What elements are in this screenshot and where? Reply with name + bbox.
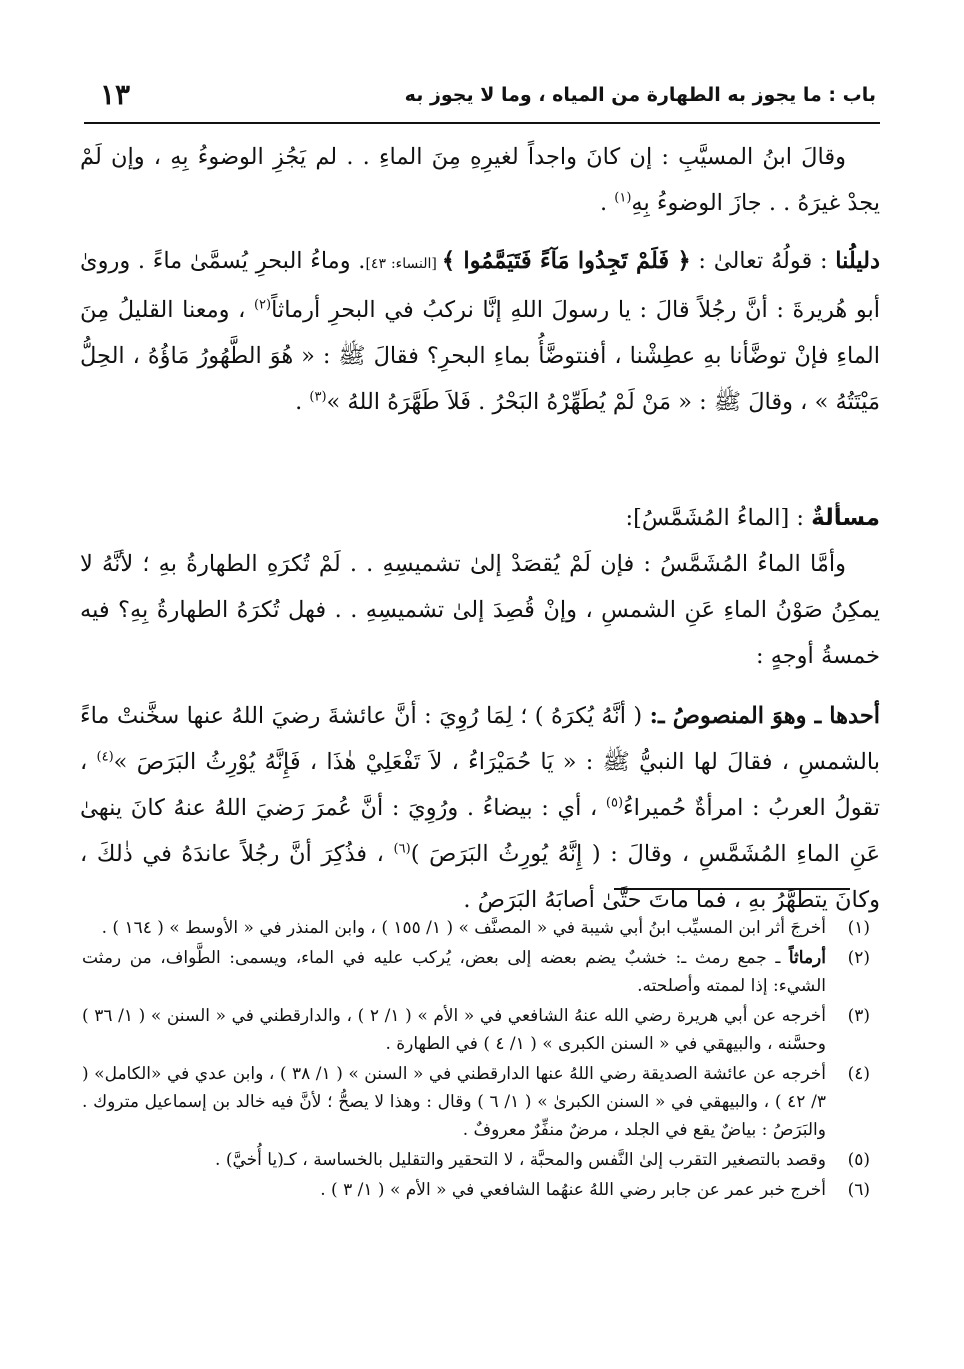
arab-saying: ، تقولُ العربُ : امرأةٌ حُميراءُ — [80, 749, 880, 821]
footnote-number: (١) — [847, 918, 870, 938]
footnote-ref-6: (٦) — [393, 841, 411, 857]
heading-text: : [الماءُ المُشَمَّسُ]: — [625, 505, 804, 531]
paragraph-text: وأمَّا الماءُ المُشَمَّسُ : فإن لَمْ يُقصَدْ إلىٰ تشميسِهِ . . لَمْ تُكرَهِ الطهارةُ بهِ ؛ لأنَّهُ لا يمكِنُ صَوْنُ الماءِ عَنِ الشمسِ ، وإنْ قُصِدَ إلىٰ تشميسِهِ . . فهل تُكرَهُ الطهارةُ بِهِ؟ فيه خمسةُ أوجهٍ : — [80, 551, 880, 669]
first-view-label: أحدها ـ وهوَ المنصوصُ ـ: — [649, 703, 881, 729]
section-heading — [80, 495, 880, 541]
footnote-ref-2: (٢) — [253, 297, 272, 313]
footnote-5 — [82, 1146, 870, 1174]
hadith-text: ، ومعنا القليلُ مِنَ الماءِ فإنْ توضَّأنا بهِ عطِشْنا ، أفنتوضَّأُ بماءِ البحرِ؟ فقالَ ﷺ : « هُوَ الطَّهُورُ مَاؤُهُ ، الحِلُّ مَيْتَتُهُ » ، وقالَ ﷺ : « مَنْ لَمْ يُطَهِّرْهُ البَحْرُ . فَلاَ طَهَّرَهُ اللهُ » — [80, 297, 880, 415]
footnote-text: أخرجَ أثر ابن المسيِّب ابنُ أبي شيبة في « المصنَّف » ( ١/ ١٥٥ ) ، وابن المنذر في « الأوسط » ( ١٦٤ ) . — [101, 918, 826, 938]
quran-citation: [النساء: ٤٣] — [365, 256, 442, 272]
page-header — [88, 78, 876, 122]
footnote-text: وقصد بالتصغير التقرب إلىٰ النَّفس والمحبَّة ، لا التحقير والتقليل بالخساسة ، كـ(يا أُخيَّ) . — [215, 1150, 826, 1170]
footnote-ref-3: (٣) — [309, 389, 327, 405]
footnote-6 — [82, 1176, 870, 1204]
page-number: ١٣ — [100, 78, 131, 111]
header-divider — [84, 122, 880, 124]
footnote-divider — [614, 888, 850, 890]
running-title: باب : ما يجوز به الطهارة من المياه ، وما لا يجوز به — [404, 84, 876, 106]
closing-text: ، فذُكِرَ أنَّ رجُلاً عاندَهُ في ذٰلكَ ، وكانَ يتطهَّرُ بهِ ، فما ماتَ حتَّىٰ أصابَهُ البَرَصُ . — [80, 841, 880, 913]
quran-verse: ﴿ فَلَمْ تَجِدُوا مَآءً فَتَيَمَّمُوا ﴾ — [441, 248, 691, 274]
paragraph-end: . — [599, 190, 615, 216]
footnote-ref-4: (٤) — [96, 749, 114, 765]
footnote-number: (٢) — [847, 948, 870, 968]
footnote-term: أرماثاً — [788, 948, 826, 968]
footnote-4 — [82, 1060, 870, 1144]
footnote-number: (٥) — [847, 1150, 870, 1170]
footnote-2 — [82, 944, 870, 1000]
paragraph-end: . — [295, 389, 310, 415]
footnote-1 — [82, 914, 870, 942]
footnote-text: أخرجه عن عائشة الصديقة رضي اللهُ عنها الدارقطني في « السنن » ( ١/ ٣٨ ) ، وابن عدي في «الكامل» ( ٣/ ٤٢ ) ، والبيهقي في « السنن الكبرىٰ » ( ١/ ٦ ) وقال : وهذا لا يصحُّ ؛ لأنَّ فيه خالد بن إسماعيل متروك . والبَرَصُ : بياضٌ يقع في الجلد ، مرضٌ منفِّرٌ معروفٌ . — [82, 1064, 826, 1140]
footnote-number: (٤) — [847, 1064, 870, 1084]
evidence-text: . وماءُ البحرِ يُسمَّىٰ ماءً . وروىٰ أبو هُريرةَ : أنَّ رجُلاً قالَ : يا رسولَ اللهِ إنَّا نركبُ في البحرِ أرماثاً — [80, 248, 881, 323]
footnote-text: أخرجه عن أبي هريرة رضي الله عنهُ الشافعي في « الأم » ( ١/ ٢ ) ، والدارقطني في « السنن » ( ١/ ٣٦ ) وحسَّنه ، والبيهقي في « السنن الكبرى » ( ١/ ٤ ) في الطهارة . — [82, 1006, 826, 1054]
umar-report: ، أي : بيضاءُ . ورُوِيَ : أنَّ عُمرَ رَضيَ اللهُ عنهُ كانَ ينهىٰ عَنِ الماءِ المُشَمَّسِ ، وقالَ : ( إِنَّهُ يُورِثُ البَرَصَ ) — [80, 795, 880, 867]
evidence-intro: : قولُهُ تعالىٰ : — [690, 248, 836, 274]
first-view-text: ( أنَّهُ يُكرَهُ ) ؛ لِمَا رُوِيَ : أنَّ عائشةَ رضيَ اللهُ عنها سخَّنتْ ماءً بالشمسِ ، فقالَ لها النبيُّ ﷺ : « يَا حُمَيْرَاءُ ، لاَ تَفْعَلِيْ هٰذَا ، فَإِنَّهُ يُوْرِثُ البَرَصَ » — [80, 703, 880, 775]
main-text — [80, 134, 880, 923]
paragraph-ibn-musayyib — [80, 134, 880, 226]
footnote-ref-1: (١) — [614, 190, 632, 206]
footnote-number: (٣) — [847, 1006, 870, 1026]
footnote-text: ـ جمع رمث ـ: خشبٌ يضم بعضه إلى بعض، يُركب عليه في الماء، ويسمى: الطَّواف، من رمثت الشيء: إذا لممته وأصلحته. — [82, 948, 826, 996]
footnote-3 — [82, 1002, 870, 1058]
footnote-text-wrap — [82, 944, 826, 1000]
heading-label: مسألةٌ — [811, 505, 880, 531]
paragraph-text: وقالَ ابنُ المسيَّبِ : إن كانَ واجداً لغيرِهِ مِنَ الماءِ . . لم يَجُزِ الوضوءُ بِهِ ، وإن لَمْ يجدْ غيرَهُ . . جازَ الوضوءُ بِهِ — [80, 144, 880, 216]
footnote-number: (٦) — [847, 1180, 870, 1200]
footnotes — [82, 914, 870, 1206]
evidence-label: دليلُنا — [835, 248, 880, 274]
footnote-ref-5: (٥) — [605, 795, 624, 811]
paragraph-evidence — [80, 238, 880, 425]
paragraph-sun-heated-water — [80, 541, 880, 679]
footnote-text: أخرج خبر عمر عن جابر رضي اللهُ عنهُما الشافعي في « الأم » ( ١/ ٣ ) . — [320, 1180, 826, 1200]
